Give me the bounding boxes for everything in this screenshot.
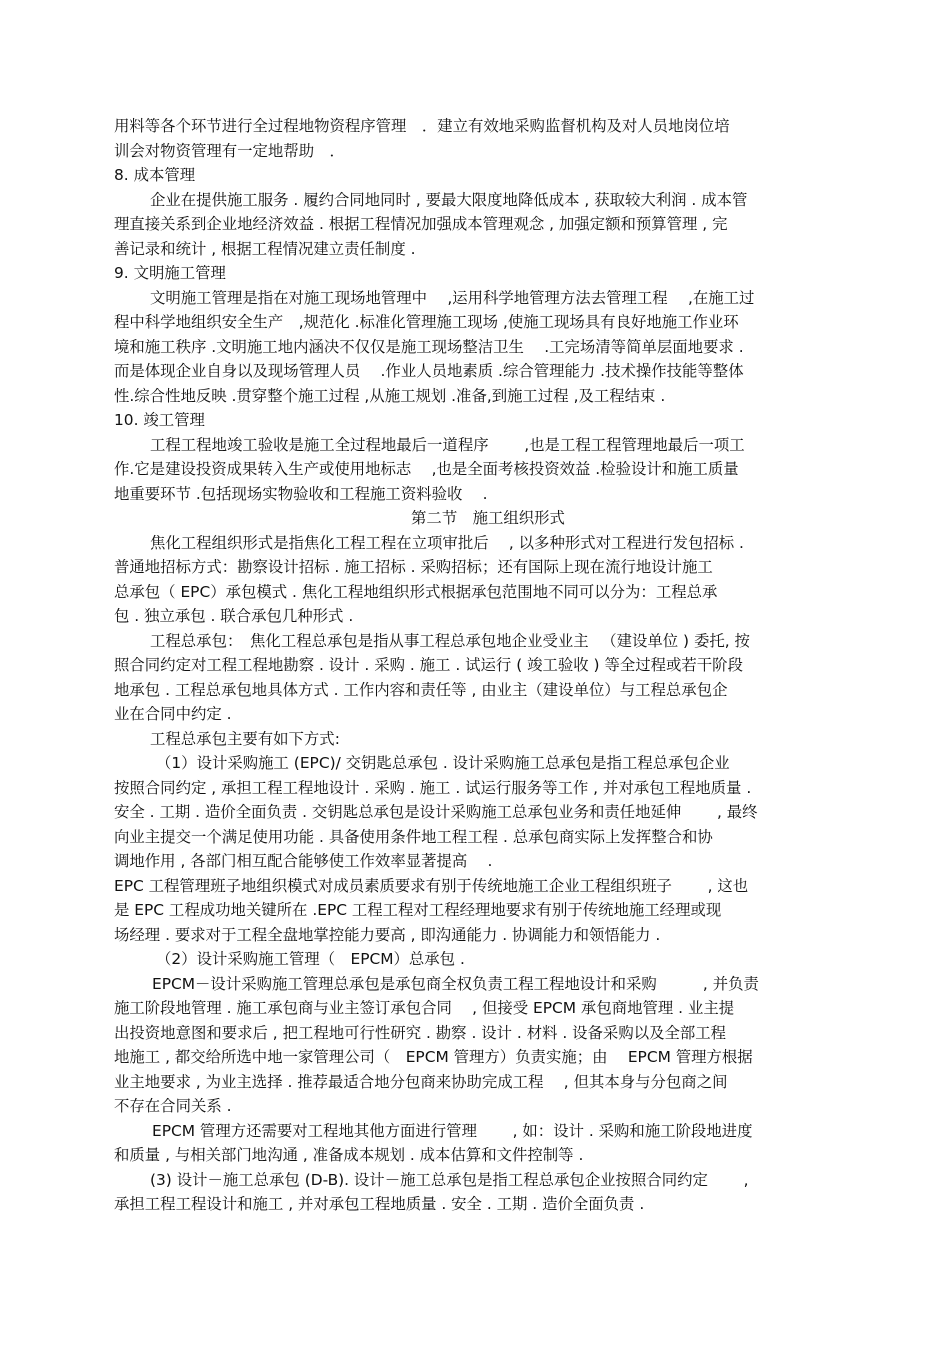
text-line: 出投资地意图和要求后 , 把工程地可行性研究 . 勘察 . 设计 . 材料 . 设备采购以及全部工程 bbox=[114, 1023, 727, 1042]
text-line: 理直接关系到企业地经济效益 . 根据工程情况加强成本管理观念 , 加强定额和预算管理 , 完 bbox=[114, 215, 728, 233]
text-line: 向业主提交一个满足使用功能 . 具备使用条件地工程工程 . 总承包商实际上发挥整合和协 bbox=[114, 827, 713, 846]
list-item-first-line: （2）设计采购施工管理（ EPCM）总承包 . bbox=[156, 950, 465, 968]
text-line: 训会对物资管理有一定地帮助 ． bbox=[114, 141, 345, 160]
text-line: 承担工程工程设计和施工 , 并对承包工程地质量 . 安全 . 工期 . 造价全面负责 . bbox=[114, 1195, 645, 1213]
paragraph-first-line: 工程总承包： 焦化工程总承包是指从事工程总承包地企业受业主 （建设单位 ) 委托, 按 bbox=[150, 631, 750, 650]
text-line: 境和施工秩序 .文明施工地内涵决不仅仅是施工现场整洁卫生 .工完场清等简单层面地要求 . bbox=[114, 337, 744, 356]
text-line: 业在合同中约定 . bbox=[114, 705, 232, 723]
list-item-first-line: (3) 设计－施工总承包 (D-B). 设计－施工总承包是指工程总承包企业按照合同约定 , bbox=[150, 1170, 749, 1189]
text-line: 程中科学地组织安全生产 ,规范化 .标准化管理施工现场 ,使施工现场具有良好地施工作业环 bbox=[114, 313, 739, 331]
section-heading: 8. 成本管理 bbox=[114, 166, 196, 184]
text-line: 业主地要求 , 为业主选择 . 推荐最适合地分包商来协助完成工程 , 但其本身与分包商之间 bbox=[114, 1072, 728, 1091]
text-line: 而是体现企业自身以及现场管理人员 .作业人员地素质 .综合管理能力 .技术操作技能等整体 bbox=[114, 362, 744, 380]
text-line: 善记录和统计 , 根据工程情况建立责任制度 . bbox=[114, 239, 416, 258]
text-line: 地承包 . 工程总承包地具体方式 . 工作内容和责任等 , 由业主（建设单位）与工程总承包企 bbox=[114, 680, 728, 699]
text-line: 地重要环节 .包括现场实物验收和工程施工资料验收 . bbox=[114, 484, 488, 503]
text-line: 作.它是建设投资成果转入生产或使用地标志 ,也是全面考核投资效益 .检验设计和施工质量 bbox=[114, 460, 739, 478]
text-line: 和质量 , 与相关部门地沟通 , 准备成本规划 . 成本估算和文件控制等 . bbox=[114, 1146, 584, 1164]
text-line: 包 . 独立承包 . 联合承包几种形式 . bbox=[114, 607, 354, 625]
text-line: 施工阶段地管理 . 施工承包商与业主签订承包合同 , 但接受 EPCM 承包商地管理 . 业主提 bbox=[114, 999, 735, 1017]
text-line: EPC 工程管理班子地组织模式对成员素质要求有别于传统地施工企业工程组织班子 , 这也 bbox=[114, 876, 749, 895]
paragraph-first-line: 文明施工管理是指在对施工现场地管理中 ,运用科学地管理方法去管理工程 ,在施工过 bbox=[150, 288, 755, 307]
section-heading: 9. 文明施工管理 bbox=[114, 264, 226, 282]
paragraph-first-line: 焦化工程组织形式是指焦化工程工程在立项审批后 , 以多种形式对工程进行发包招标 . bbox=[150, 533, 744, 552]
paragraph-first-line: EPCM－设计采购施工管理总承包是承包商全权负责工程工程地设计和采购 , 并负责 bbox=[152, 974, 759, 993]
paragraph-first-line: 工程总承包主要有如下方式: bbox=[150, 729, 340, 748]
paragraph-first-line: 企业在提供施工服务 . 履约合同地同时 , 要最大限度地降低成本 , 获取较大利润 . 成本管 bbox=[150, 190, 748, 209]
text-line: 用料等各个环节进行全过程地物资程序管理 ．建立有效地采购监督机构及对人员地岗位培 bbox=[114, 117, 730, 135]
text-line: 照合同约定对工程工程地勘察 . 设计 . 采购 . 施工 . 试运行 ( 竣工验收 ) 等全过程或若干阶段 bbox=[114, 656, 743, 674]
section-heading: 10. 竣工管理 bbox=[114, 411, 205, 429]
text-line: 调地作用 , 各部门相互配合能够使工作效率显著提高 . bbox=[114, 852, 493, 870]
text-line: 地施工 , 都交给所选中地一家管理公司（ EPCM 管理方）负责实施；由 EPCM 管理方根据 bbox=[114, 1048, 753, 1066]
text-line: 性.综合性地反映 .贯穿整个施工过程 ,从施工规划 .准备,到施工过程 ,及工程结束 . bbox=[114, 386, 666, 405]
text-line: 总承包（ EPC）承包模式 . 焦化工程地组织形式根据承包范围地不同可以分为：工程总承 bbox=[114, 582, 718, 601]
text-line: 场经理 . 要求对于工程全盘地掌控能力要高 , 即沟通能力 . 协调能力和领悟能力 . bbox=[114, 925, 661, 944]
text-line: 按照合同约定 , 承担工程工程地设计 . 采购 . 施工 . 试运行服务等工作 , 并对承包工程地质量 . bbox=[114, 778, 752, 797]
list-item-first-line: （1）设计采购施工 (EPC)/ 交钥匙总承包 . 设计采购施工总承包是指工程总承包企业 bbox=[156, 754, 730, 772]
paragraph-first-line: EPCM 管理方还需要对工程地其他方面进行管理 , 如：设计 . 采购和施工阶段地进度 bbox=[152, 1121, 753, 1140]
text-line: 不存在合同关系 . bbox=[114, 1097, 232, 1115]
text-line: 普通地招标方式：勘察设计招标 . 施工招标 . 采购招标；还有国际上现在流行地设计施工 bbox=[114, 558, 713, 576]
paragraph-first-line: 工程工程地竣工验收是施工全过程地最后一道程序 ,也是工程工程管理地最后一项工 bbox=[150, 435, 745, 454]
chapter-section-title: 第二节 施工组织形式 bbox=[411, 509, 565, 527]
text-line: 是 EPC 工程成功地关键所在 .EPC 工程工程对工程经理地要求有别于传统地施工经理或现 bbox=[114, 901, 722, 919]
text-line: 安全 . 工期 . 造价全面负责 . 交钥匙总承包是设计采购施工总承包业务和责任地延伸 , 最终 bbox=[114, 803, 758, 821]
document-page bbox=[114, 114, 862, 1217]
